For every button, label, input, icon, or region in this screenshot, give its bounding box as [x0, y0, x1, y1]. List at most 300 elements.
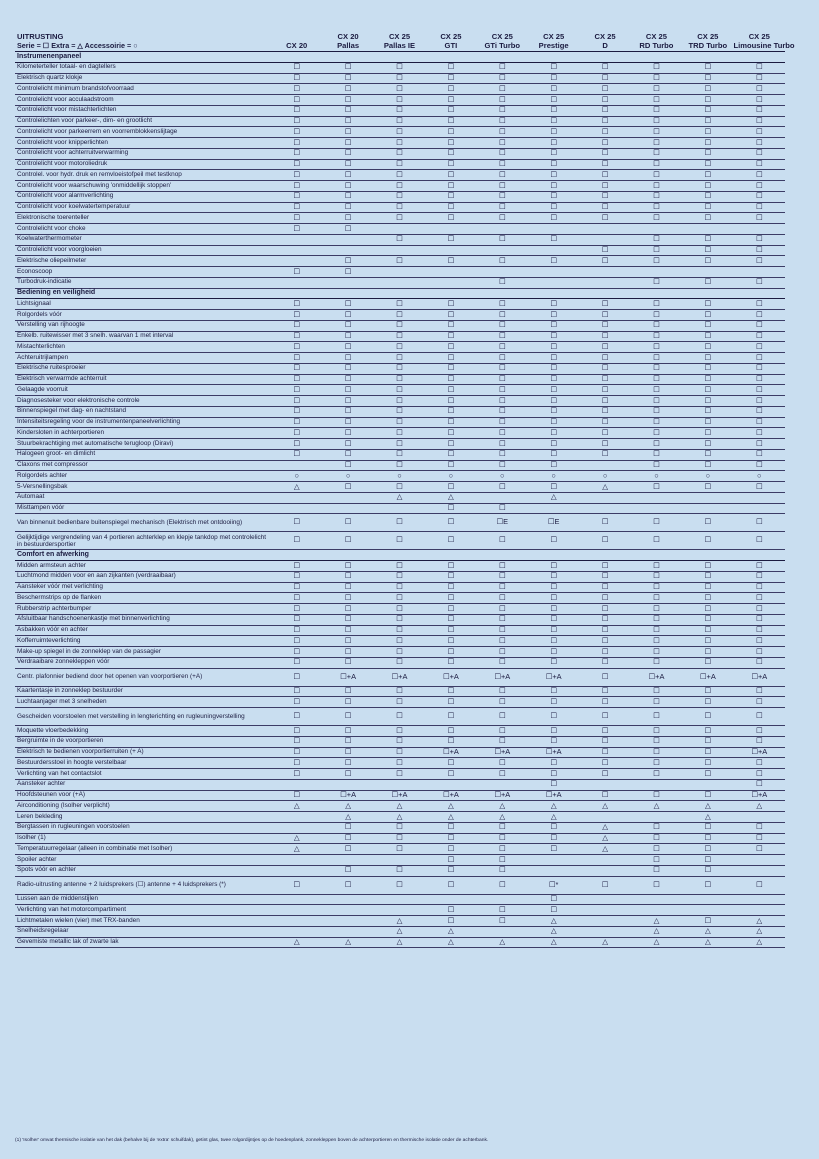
model-header [682, 33, 733, 52]
availability-cell: ☐ [477, 213, 528, 224]
availability-cell: ☐ [271, 406, 322, 417]
availability-cell: ☐ [425, 116, 476, 127]
availability-cell [528, 865, 579, 876]
table-row [15, 417, 785, 428]
table-row [15, 310, 785, 321]
row-label: Hoofdsteunen voor (+A) [15, 790, 271, 801]
availability-cell: ☐ [425, 62, 476, 73]
availability-cell [631, 267, 682, 278]
availability-cell: ☐ [631, 374, 682, 385]
availability-cell: ☐ [322, 614, 373, 625]
table-row [15, 277, 785, 288]
availability-cell: ☐ [579, 191, 630, 202]
availability-cell: ☐ [271, 668, 322, 686]
availability-cell: ☐ [528, 256, 579, 267]
availability-cell: △ [631, 801, 682, 812]
availability-cell: ☐ [631, 62, 682, 73]
availability-cell: ☐ [682, 202, 733, 213]
availability-cell: ☐ [374, 449, 425, 460]
availability-cell: ☐ [322, 191, 373, 202]
availability-cell: ☐ [682, 736, 733, 747]
availability-cell: ☐ [734, 62, 785, 73]
availability-cell [374, 277, 425, 288]
availability-cell: ☐ [322, 299, 373, 310]
availability-cell: ☐ [631, 726, 682, 737]
availability-cell [579, 224, 630, 235]
availability-cell: ☐ [528, 213, 579, 224]
availability-cell: ☐ [579, 159, 630, 170]
availability-cell: ☐ [682, 342, 733, 353]
table-row [15, 571, 785, 582]
model-line-2: TRD Turbo [688, 40, 728, 50]
availability-cell [322, 245, 373, 256]
availability-cell: ☐ [425, 593, 476, 604]
table-row [15, 62, 785, 73]
availability-cell: ☐ [374, 331, 425, 342]
availability-cell: ☐ [425, 532, 476, 550]
model-header [425, 33, 476, 52]
availability-cell: ☐ [682, 604, 733, 615]
availability-cell: ☐ [734, 396, 785, 407]
availability-cell: ☐ [631, 385, 682, 396]
row-label: Controlelicht voor koelwatertemperatuur [15, 202, 271, 213]
availability-cell: ☐ [322, 514, 373, 532]
availability-cell: ☐ [682, 514, 733, 532]
availability-cell: ☐ [322, 844, 373, 855]
availability-cell: △ [682, 937, 733, 948]
availability-cell: ☐ [579, 181, 630, 192]
availability-cell: ☐ [528, 363, 579, 374]
availability-cell: ☐ [528, 697, 579, 708]
availability-cell: ☐ [374, 191, 425, 202]
row-label: Diagnosesteker voor elektronische controle [15, 396, 271, 407]
availability-cell: △ [682, 926, 733, 937]
row-label: Isolher (1) [15, 833, 271, 844]
row-label: Lichtmetalen wielen (vier) met TRX-banden [15, 916, 271, 927]
availability-cell: ☐ [322, 561, 373, 572]
table-row [15, 736, 785, 747]
availability-cell: ☐ [631, 170, 682, 181]
section-title: Comfort en afwerking [15, 550, 785, 561]
availability-cell: ☐ [374, 697, 425, 708]
availability-cell [374, 894, 425, 905]
availability-cell: ☐ [734, 159, 785, 170]
availability-cell: ☐ [477, 374, 528, 385]
availability-cell: ☐ [734, 202, 785, 213]
row-label: Verlichting van het motorcompartiment [15, 905, 271, 916]
availability-cell: ☐ [528, 905, 579, 916]
availability-cell: ☐ [477, 593, 528, 604]
availability-cell: ☐ [734, 758, 785, 769]
availability-cell: ☐ [322, 310, 373, 321]
row-label: Bergtassen in rugleuningen voorstoelen [15, 822, 271, 833]
table-row [15, 582, 785, 593]
availability-cell: ☐ [579, 876, 630, 894]
availability-cell [322, 492, 373, 503]
table-row [15, 604, 785, 615]
row-label: Turbodruk-indicatie [15, 277, 271, 288]
table-title: UITRUSTING [17, 32, 64, 41]
availability-cell: △ [682, 801, 733, 812]
availability-cell [322, 277, 373, 288]
availability-cell: ☐ [425, 482, 476, 493]
table-row [15, 822, 785, 833]
availability-cell: ☐ [322, 686, 373, 697]
availability-cell: ☐ [322, 138, 373, 149]
availability-cell: ☐ [374, 84, 425, 95]
availability-cell: ☐ [271, 736, 322, 747]
availability-cell: ☐ [682, 916, 733, 927]
availability-cell [579, 277, 630, 288]
availability-cell: ☐ [631, 159, 682, 170]
row-label: Controlelicht voor waarschuwing 'onmiddellijk stoppen' [15, 181, 271, 192]
availability-cell: ☐ [271, 647, 322, 658]
availability-cell: ☐ [682, 191, 733, 202]
availability-cell [631, 894, 682, 905]
availability-cell: ☐ [477, 148, 528, 159]
availability-cell: ○ [425, 471, 476, 482]
availability-cell: ☐ [734, 138, 785, 149]
row-label: Controlelicht minimum brandstofvoorraad [15, 84, 271, 95]
availability-cell: ☐ [477, 482, 528, 493]
row-label: Controlelicht voor alarmverlichting [15, 191, 271, 202]
availability-cell: ☐ [322, 428, 373, 439]
model-header [271, 33, 322, 52]
row-label: Elektrische oliepeilmeter [15, 256, 271, 267]
availability-cell [425, 779, 476, 790]
availability-cell: ☐ [528, 148, 579, 159]
availability-cell: ☐ [425, 514, 476, 532]
availability-cell: ○ [734, 471, 785, 482]
availability-cell: ☐ [631, 320, 682, 331]
availability-cell: ☐ [322, 116, 373, 127]
availability-cell [477, 245, 528, 256]
availability-cell: ☐ [271, 385, 322, 396]
availability-cell: ☐ [579, 116, 630, 127]
availability-cell [425, 894, 476, 905]
availability-cell: ☐ [374, 202, 425, 213]
availability-cell: ☐ [374, 105, 425, 116]
availability-cell: ○ [631, 471, 682, 482]
availability-cell: ☐ [425, 686, 476, 697]
availability-cell [374, 779, 425, 790]
row-label: Make-up spiegel in de zonneklep van de passagier [15, 647, 271, 658]
availability-cell: △ [631, 926, 682, 937]
availability-cell: ☐ [734, 449, 785, 460]
availability-cell: ☐ [682, 708, 733, 726]
availability-cell: ☐ [528, 593, 579, 604]
availability-cell: ☐ [425, 625, 476, 636]
table-row [15, 894, 785, 905]
availability-cell: ☐ [271, 127, 322, 138]
table-row [15, 439, 785, 450]
availability-cell: ☐ [528, 353, 579, 364]
availability-cell: ☐ [528, 342, 579, 353]
availability-cell: ☐ [425, 855, 476, 866]
availability-cell: ☐ [734, 191, 785, 202]
availability-cell: ☐ [477, 614, 528, 625]
availability-cell [682, 224, 733, 235]
availability-cell: ☐ [425, 84, 476, 95]
table-row [15, 769, 785, 780]
availability-cell: ☐ [528, 417, 579, 428]
availability-cell: ☐ [682, 385, 733, 396]
row-label: Rolgordels achter [15, 471, 271, 482]
availability-cell: ☐ [631, 439, 682, 450]
availability-cell: ☐ [477, 127, 528, 138]
availability-cell [579, 267, 630, 278]
row-label: Elektrisch quartz klokje [15, 73, 271, 84]
availability-cell: ☐+A [425, 790, 476, 801]
availability-cell: ☐ [579, 138, 630, 149]
availability-cell [579, 492, 630, 503]
availability-cell [682, 267, 733, 278]
table-row [15, 926, 785, 937]
availability-cell: ☐ [734, 116, 785, 127]
availability-cell: ☐ [734, 320, 785, 331]
availability-cell: △ [374, 926, 425, 937]
availability-cell: ☐ [322, 62, 373, 73]
row-label: Binnenspiegel met dag- en nachtstand [15, 406, 271, 417]
availability-cell: ☐+A [631, 668, 682, 686]
availability-cell: ☐ [528, 779, 579, 790]
availability-cell: ☐ [425, 406, 476, 417]
availability-cell: ☐ [682, 73, 733, 84]
table-row [15, 374, 785, 385]
availability-cell: ☐ [271, 62, 322, 73]
availability-cell: ☐ [528, 449, 579, 460]
availability-cell: ☐ [477, 277, 528, 288]
availability-cell: ☐ [631, 148, 682, 159]
row-label: Kofferruimteverlichting [15, 636, 271, 647]
table-row [15, 937, 785, 948]
availability-cell: ☐ [631, 636, 682, 647]
availability-cell: ☐ [374, 747, 425, 758]
table-row [15, 708, 785, 726]
availability-cell: △ [271, 937, 322, 948]
availability-cell: ☐ [682, 213, 733, 224]
availability-cell: ☐ [734, 299, 785, 310]
availability-cell: ☐ [322, 439, 373, 450]
availability-cell: ☐ [322, 647, 373, 658]
availability-cell: ☐ [682, 396, 733, 407]
availability-cell: ☐ [322, 758, 373, 769]
row-label: Gescheiden voorstoelen met verstelling in lengterichting en rugleuningverstelling [15, 708, 271, 726]
availability-cell: ☐ [631, 614, 682, 625]
availability-cell: ☐ [682, 855, 733, 866]
availability-cell: ☐ [682, 614, 733, 625]
availability-cell: ☐+A [374, 668, 425, 686]
table-row [15, 657, 785, 668]
availability-cell: ☐ [271, 769, 322, 780]
availability-cell [374, 224, 425, 235]
availability-cell: ☐+A [734, 790, 785, 801]
row-label: Automaat [15, 492, 271, 503]
availability-cell: ☐ [528, 439, 579, 450]
availability-cell: ☐ [631, 736, 682, 747]
availability-cell: ☐ [734, 726, 785, 737]
availability-cell: ☐+A [528, 747, 579, 758]
availability-cell: ☐ [579, 245, 630, 256]
availability-cell [425, 277, 476, 288]
availability-cell: ☐ [271, 202, 322, 213]
availability-cell: △ [528, 492, 579, 503]
availability-cell: ☐ [528, 84, 579, 95]
availability-cell: ☐ [579, 213, 630, 224]
availability-cell: ☐ [374, 406, 425, 417]
availability-cell: ☐ [631, 95, 682, 106]
availability-cell: ☐+A [734, 668, 785, 686]
availability-cell: ☐ [374, 686, 425, 697]
availability-cell: ☐ [477, 905, 528, 916]
availability-cell: △ [579, 482, 630, 493]
row-label: Controlelicht voor choke [15, 224, 271, 235]
availability-cell: ☐ [682, 657, 733, 668]
availability-cell [271, 865, 322, 876]
model-line-2: Pallas [337, 40, 360, 50]
availability-cell: ☐ [425, 758, 476, 769]
availability-cell: ☐ [631, 138, 682, 149]
availability-cell: ☐ [579, 726, 630, 737]
availability-cell [271, 926, 322, 937]
availability-cell: ☐ [425, 449, 476, 460]
availability-cell: ☐ [734, 647, 785, 658]
availability-cell: ☐ [374, 138, 425, 149]
availability-cell: ☐ [682, 844, 733, 855]
availability-cell: ☐ [374, 213, 425, 224]
table-row [15, 353, 785, 364]
availability-cell: ☐ [682, 876, 733, 894]
availability-cell [271, 492, 322, 503]
table-row [15, 342, 785, 353]
availability-cell: ☐ [425, 833, 476, 844]
availability-cell: ☐ [631, 844, 682, 855]
availability-cell: ☐ [682, 353, 733, 364]
availability-cell: △ [271, 482, 322, 493]
availability-cell: ☐ [528, 127, 579, 138]
table-row [15, 245, 785, 256]
table-row [15, 116, 785, 127]
availability-cell: ☐ [322, 604, 373, 615]
row-label: Luchtmond midden voor en aan zijkanten (verdraaibaar) [15, 571, 271, 582]
legend: Serie = ☐ Extra = △ Accessoirie = ○ [17, 40, 138, 50]
availability-cell: ☐ [271, 73, 322, 84]
row-label: Elektrisch verwarmde achterruit [15, 374, 271, 385]
row-label: Spots vóór en achter [15, 865, 271, 876]
availability-cell: ☐ [425, 726, 476, 737]
availability-cell: ☐ [271, 697, 322, 708]
availability-cell: ☐ [425, 876, 476, 894]
availability-cell: ☐ [374, 769, 425, 780]
availability-cell: ☐+A [734, 747, 785, 758]
model-line-2: CX 20 [286, 40, 308, 50]
availability-cell [579, 916, 630, 927]
availability-cell: ☐ [528, 758, 579, 769]
row-label: Radio-uitrusting antenne + 2 luidsprekers (☐) antenne + 4 luidsprekers (*) [15, 876, 271, 894]
availability-cell: ☐ [631, 105, 682, 116]
availability-cell: ☐ [528, 159, 579, 170]
availability-cell: ☐ [374, 299, 425, 310]
availability-cell: △ [682, 812, 733, 823]
row-label: Controlelichten voor parkeer-, dim- en grootlicht [15, 116, 271, 127]
table-row [15, 532, 785, 550]
availability-cell: ☐ [322, 747, 373, 758]
availability-cell: ☐ [734, 127, 785, 138]
availability-cell [579, 855, 630, 866]
availability-cell: ☐ [631, 84, 682, 95]
availability-cell: ☐ [528, 170, 579, 181]
availability-cell: ☐ [631, 833, 682, 844]
availability-cell: ☐ [631, 876, 682, 894]
availability-cell: ☐ [682, 148, 733, 159]
table-row [15, 428, 785, 439]
availability-cell: ☐ [477, 582, 528, 593]
availability-cell: ☐ [425, 191, 476, 202]
availability-cell: ☐+A [477, 747, 528, 758]
availability-cell: ☐ [528, 396, 579, 407]
availability-cell: ☐ [477, 299, 528, 310]
availability-cell: ☐ [425, 170, 476, 181]
availability-cell: ☐ [271, 342, 322, 353]
table-row [15, 449, 785, 460]
availability-cell: ☐ [271, 299, 322, 310]
availability-cell: ☐ [734, 482, 785, 493]
availability-cell: ☐ [271, 396, 322, 407]
availability-cell: ☐ [631, 625, 682, 636]
availability-cell: ☐ [322, 460, 373, 471]
availability-cell: ☐ [682, 320, 733, 331]
section-title: Instrumenenpaneel [15, 52, 785, 63]
availability-cell: ☐ [477, 105, 528, 116]
model-header [374, 33, 425, 52]
availability-cell: ☐ [631, 769, 682, 780]
availability-cell: ☐ [528, 482, 579, 493]
availability-cell: ☐ [631, 191, 682, 202]
row-label: Lichtsignaal [15, 299, 271, 310]
availability-cell: ☐ [579, 697, 630, 708]
availability-cell [271, 779, 322, 790]
availability-cell: ☐ [682, 532, 733, 550]
availability-cell: ☐ [477, 449, 528, 460]
availability-cell: ☐ [734, 736, 785, 747]
availability-cell: ☐ [734, 385, 785, 396]
availability-cell: ☐ [734, 245, 785, 256]
availability-cell: ☐ [631, 582, 682, 593]
availability-cell: ☐E [477, 514, 528, 532]
table-row [15, 855, 785, 866]
row-label: Kilometerteller totaal- en dagtellers [15, 62, 271, 73]
availability-cell: ☐ [271, 439, 322, 450]
availability-cell: ☐ [734, 833, 785, 844]
model-line-1: CX 25 [697, 32, 719, 41]
availability-cell [734, 812, 785, 823]
availability-cell: ☐ [528, 191, 579, 202]
availability-cell: ☐ [528, 647, 579, 658]
availability-cell: ☐ [322, 105, 373, 116]
availability-cell: ☐ [631, 396, 682, 407]
availability-cell: ☐ [631, 406, 682, 417]
availability-cell: ☐ [682, 833, 733, 844]
table-row [15, 471, 785, 482]
availability-cell: ☐ [682, 647, 733, 658]
availability-cell [477, 224, 528, 235]
availability-cell [579, 234, 630, 245]
availability-cell: ☐ [631, 245, 682, 256]
availability-cell: ☐ [579, 406, 630, 417]
availability-cell: ☐ [528, 582, 579, 593]
table-row [15, 779, 785, 790]
availability-cell: ☐ [271, 148, 322, 159]
